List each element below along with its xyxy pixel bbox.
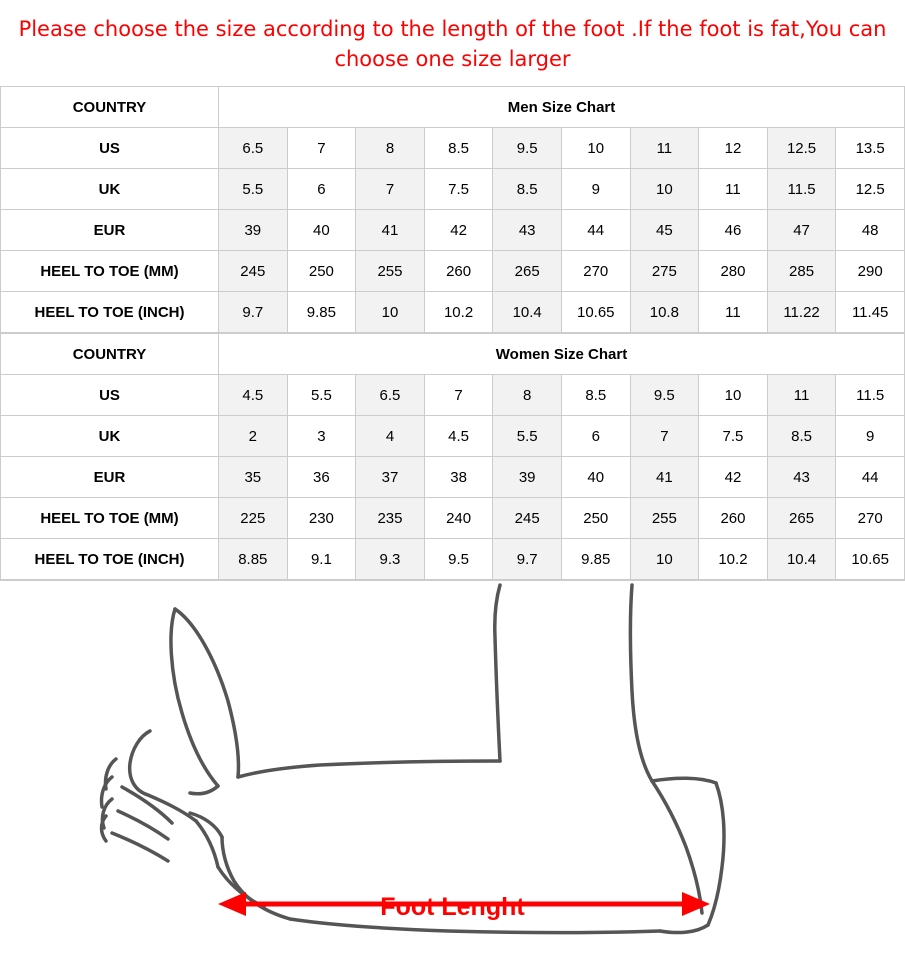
cell: 10.8 [630, 292, 699, 333]
table-row [1, 457, 905, 498]
cell: 13.5 [836, 128, 905, 169]
cell: 255 [630, 498, 699, 539]
cell: 245 [219, 251, 288, 292]
cell: 6.5 [356, 375, 425, 416]
cell: 9 [836, 416, 905, 457]
cell: 255 [356, 251, 425, 292]
table-row [1, 375, 905, 416]
row-label-heel-to-toe-inch: HEEL TO TOE (INCH) [1, 539, 219, 580]
cell: 285 [767, 251, 836, 292]
cell: 42 [699, 457, 768, 498]
women-size-chart-table [0, 333, 905, 580]
cell: 41 [630, 457, 699, 498]
cell: 4.5 [424, 416, 493, 457]
cell: 6 [287, 169, 356, 210]
cell: 9.7 [493, 539, 562, 580]
cell: 10 [561, 128, 630, 169]
cell: 10.4 [493, 292, 562, 333]
country-header: COUNTRY [1, 334, 219, 375]
cell: 7 [424, 375, 493, 416]
cell: 6.5 [219, 128, 288, 169]
cell: 10.2 [424, 292, 493, 333]
cell: 5.5 [493, 416, 562, 457]
cell: 11 [630, 128, 699, 169]
cell: 46 [699, 210, 768, 251]
cell: 4.5 [219, 375, 288, 416]
cell: 11.5 [767, 169, 836, 210]
cell: 44 [836, 457, 905, 498]
cell: 8.5 [493, 169, 562, 210]
cell: 235 [356, 498, 425, 539]
cell: 270 [836, 498, 905, 539]
cell: 10.2 [699, 539, 768, 580]
cell: 43 [493, 210, 562, 251]
cell: 290 [836, 251, 905, 292]
cell: 47 [767, 210, 836, 251]
cell: 43 [767, 457, 836, 498]
cell: 10.4 [767, 539, 836, 580]
cell: 7 [630, 416, 699, 457]
foot-length-label: Foot Lenght [380, 893, 525, 921]
cell: 8 [356, 128, 425, 169]
foot-illustration-icon [0, 581, 905, 936]
cell: 3 [287, 416, 356, 457]
row-label-heel-to-toe-mm: HEEL TO TOE (MM) [1, 251, 219, 292]
cell: 5.5 [219, 169, 288, 210]
cell: 45 [630, 210, 699, 251]
cell: 8 [493, 375, 562, 416]
cell: 260 [699, 498, 768, 539]
table-row [1, 498, 905, 539]
cell: 9 [561, 169, 630, 210]
cell: 245 [493, 498, 562, 539]
size-notice: Please choose the size according to the length of the foot .If the foot is fat,You can choose one size larger [18, 17, 887, 71]
table-header-row [1, 87, 905, 128]
cell: 10.65 [836, 539, 905, 580]
row-label-us: US [1, 128, 219, 169]
cell: 7 [356, 169, 425, 210]
cell: 8.5 [767, 416, 836, 457]
row-label-heel-to-toe-inch: HEEL TO TOE (INCH) [1, 292, 219, 333]
cell: 10 [630, 169, 699, 210]
cell: 270 [561, 251, 630, 292]
cell: 39 [493, 457, 562, 498]
cell: 39 [219, 210, 288, 251]
cell: 5.5 [287, 375, 356, 416]
cell: 9.1 [287, 539, 356, 580]
cell: 9.85 [561, 539, 630, 580]
table-row [1, 169, 905, 210]
cell: 10.65 [561, 292, 630, 333]
table-row [1, 210, 905, 251]
foot-measurement-diagram [0, 580, 905, 936]
cell: 48 [836, 210, 905, 251]
row-label-heel-to-toe-mm: HEEL TO TOE (MM) [1, 498, 219, 539]
cell: 10 [630, 539, 699, 580]
cell: 6 [561, 416, 630, 457]
row-label-us: US [1, 375, 219, 416]
cell: 9.85 [287, 292, 356, 333]
cell: 4 [356, 416, 425, 457]
cell: 42 [424, 210, 493, 251]
cell: 260 [424, 251, 493, 292]
cell: 265 [493, 251, 562, 292]
row-label-eur: EUR [1, 457, 219, 498]
table-row [1, 539, 905, 580]
cell: 9.3 [356, 539, 425, 580]
cell: 40 [561, 457, 630, 498]
cell: 225 [219, 498, 288, 539]
row-label-uk: UK [1, 169, 219, 210]
cell: 36 [287, 457, 356, 498]
cell: 38 [424, 457, 493, 498]
cell: 8.5 [424, 128, 493, 169]
cell: 9.5 [424, 539, 493, 580]
cell: 11 [699, 292, 768, 333]
cell: 8.5 [561, 375, 630, 416]
cell: 41 [356, 210, 425, 251]
cell: 11.45 [836, 292, 905, 333]
table-row [1, 128, 905, 169]
cell: 265 [767, 498, 836, 539]
table-row [1, 251, 905, 292]
cell: 12 [699, 128, 768, 169]
cell: 275 [630, 251, 699, 292]
country-header: COUNTRY [1, 87, 219, 128]
cell: 9.5 [493, 128, 562, 169]
cell: 11 [699, 169, 768, 210]
table-row [1, 292, 905, 333]
cell: 9.7 [219, 292, 288, 333]
row-label-uk: UK [1, 416, 219, 457]
cell: 2 [219, 416, 288, 457]
cell: 8.85 [219, 539, 288, 580]
men-size-chart-table [0, 86, 905, 333]
cell: 11.22 [767, 292, 836, 333]
cell: 7 [287, 128, 356, 169]
men-size-chart-title: Men Size Chart [219, 87, 905, 128]
row-label-eur: EUR [1, 210, 219, 251]
cell: 250 [561, 498, 630, 539]
cell: 12.5 [836, 169, 905, 210]
table-row [1, 416, 905, 457]
table-header-row [1, 334, 905, 375]
cell: 35 [219, 457, 288, 498]
cell: 230 [287, 498, 356, 539]
cell: 37 [356, 457, 425, 498]
cell: 10 [356, 292, 425, 333]
cell: 7.5 [424, 169, 493, 210]
cell: 250 [287, 251, 356, 292]
cell: 9.5 [630, 375, 699, 416]
cell: 44 [561, 210, 630, 251]
cell: 280 [699, 251, 768, 292]
cell: 240 [424, 498, 493, 539]
cell: 10 [699, 375, 768, 416]
cell: 12.5 [767, 128, 836, 169]
cell: 11 [767, 375, 836, 416]
women-size-chart-title: Women Size Chart [219, 334, 905, 375]
cell: 40 [287, 210, 356, 251]
cell: 7.5 [699, 416, 768, 457]
cell: 11.5 [836, 375, 905, 416]
